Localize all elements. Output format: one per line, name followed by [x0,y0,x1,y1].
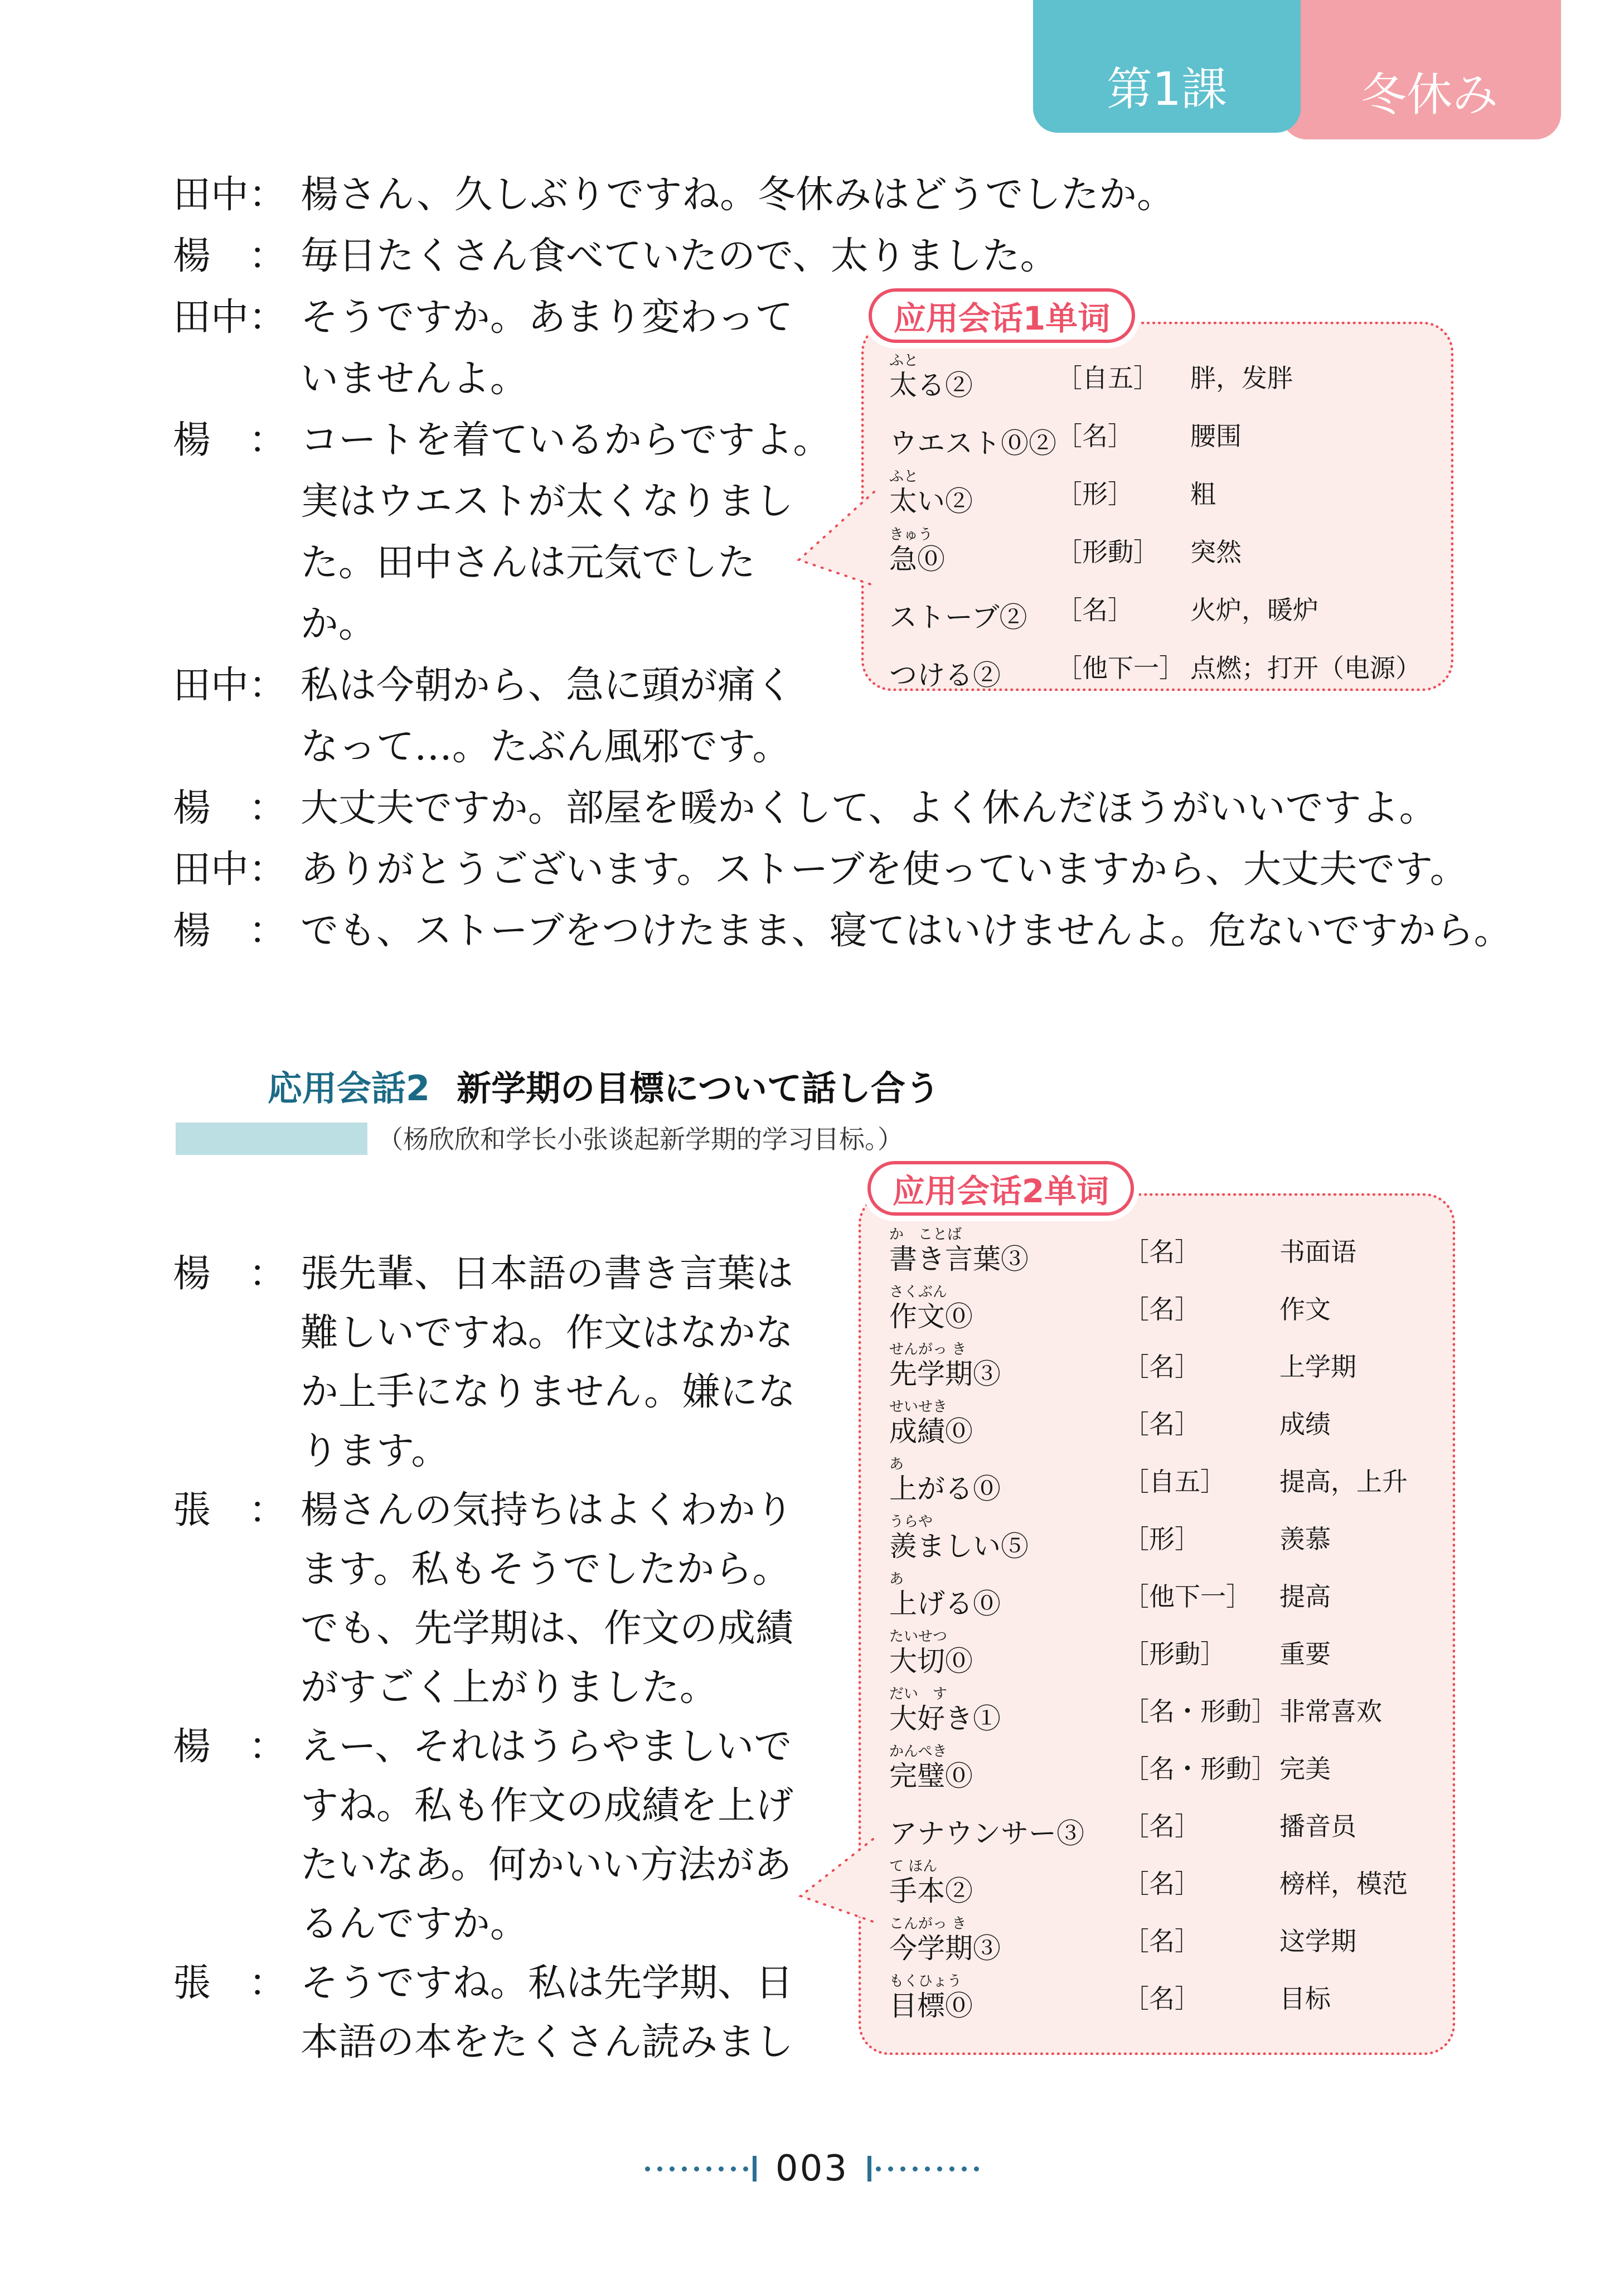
speaker-label: 楊 ： [173,786,287,830]
vocab-row [889,463,1439,521]
vocab-word-text: 目標⓪ [889,1989,973,2022]
dialogue-line [173,839,1512,901]
vocab-box-2-label-text: 应用会话2单词 [892,1172,1109,1210]
vocab-row [889,579,1439,637]
vocab-box-1-label-text: 应用会话1单词 [893,299,1111,337]
vocab-pos: ［自五］ [1123,1466,1226,1497]
furigana: せんがっ き [889,1341,967,1358]
speech-tail-1 [794,485,875,591]
dialogue-line [173,226,1512,287]
vocab-word-text: 成績⓪ [889,1415,973,1448]
vocab-word [889,1399,1123,1447]
dialogue-text: いませんよ。 [300,357,529,401]
dialogue-text: えー、それはうらやましいで [300,1725,792,1769]
vocab-pos: ［名］ [1123,1236,1200,1267]
dialogue-text: でも、ストーブをつけたまま、寝てはいけませんよ。危ないですから。 [300,909,1512,953]
vocab-word-text: ウエスト⓪② [889,427,1056,459]
vocab-box-1-label [869,288,1135,343]
vocab-meaning: 完美 [1279,1753,1331,1784]
vocab-word [889,1973,1123,2021]
dialogue-line [173,1836,796,1895]
furigana: きゅう [889,526,933,543]
furigana: かんぺき [889,1743,947,1760]
vocab-word [889,1513,1123,1561]
dialogue-text: なって…。たぶん風邪です。 [300,725,791,769]
vocab-row [889,1394,1441,1451]
vocab-word [889,468,1056,516]
vocab-word [889,1571,1123,1619]
dialogue-text: 私は今朝から、急に頭が痛く [300,664,794,708]
dialogue-line [173,2013,796,2072]
speaker-label: 楊 ： [173,1252,287,1296]
furigana: あ [889,1570,904,1588]
vocab-pos: ［名］ [1123,1294,1200,1324]
dialogue-line [173,1777,796,1836]
vocab-pos: ［名］ [1123,1983,1200,2014]
vocab-meaning: 这学期 [1279,1926,1356,1956]
vocab-row [889,1221,1441,1279]
furigana: うらや [889,1513,933,1530]
speaker-label: 田中： [173,173,287,217]
dialogue-text: た。田中さんは元気でした [300,541,756,585]
dialogue-text: 楊さん、久しぶりですね。冬休みはどうでしたか。 [300,173,1175,217]
vocab-word-text: ストーブ② [889,601,1027,633]
vocab-row [889,1566,1441,1623]
furigana: こんがっ き [889,1915,967,1932]
vocab-word-text: 上げる⓪ [889,1587,1001,1620]
page-footer [0,2148,1624,2189]
dialogue-line [173,1304,796,1363]
vocab-word-text: 急⓪ [889,543,945,575]
section-title: 新学期の目標について話し合う [457,1068,940,1109]
vocab-row [889,1910,1441,1968]
vocab-pos: ［名・形動］ [1123,1696,1277,1726]
section-heading [268,1066,940,1111]
vocab-word-text: アナウンサー③ [889,1817,1084,1850]
furigana: ふと [889,468,919,485]
vocab-meaning: 提高 [1279,1581,1331,1612]
dialogue-line [173,1363,796,1422]
furigana: ふと [889,352,919,369]
dialogue-text: がすごく上がりました。 [300,1666,718,1710]
dialogue-line [173,717,1512,778]
speaker-label: 田中： [173,664,287,708]
furigana: て ほん [889,1858,938,1875]
furigana [889,1801,1123,1818]
dialogue-line [173,1481,796,1540]
furigana: さくぶん [889,1283,948,1300]
vocab-meaning: 非常喜欢 [1279,1696,1382,1726]
vocab-row [889,1681,1441,1738]
vocab-pos: ［名・形動］ [1123,1753,1277,1784]
lesson-title-tab [1281,0,1561,139]
dialogue-text: 張先輩、日本語の書き言葉は [300,1252,794,1296]
vocab-meaning: 提高，上升 [1279,1466,1408,1497]
vocab-pos: ［形動］ [1123,1638,1226,1669]
vocab-meaning: 粗 [1190,479,1216,509]
furigana: あ [889,1455,904,1473]
vocab-pos: ［形］ [1123,1523,1200,1554]
speech-tail-2 [796,1834,874,1931]
speaker-label: 田中： [173,848,287,892]
vocab-pos: ［名］ [1056,595,1133,625]
vocab-meaning: 腰围 [1190,421,1242,451]
dialogue-text: 楊さんの気持ちはよくわかり [300,1488,794,1532]
furigana: せいせき [889,1398,948,1415]
vocab-pos: ［他下一］ [1123,1581,1252,1612]
speaker-label: 張 ： [173,1488,287,1532]
lesson-title-label: 冬休み [1360,69,1498,122]
speaker-label: 楊 ： [173,909,287,953]
footer-bar-left [753,2156,757,2182]
dialogue-2 [173,1245,796,2072]
vocab-word-text: 手本② [889,1874,973,1907]
footer-bar-right [867,2156,871,2182]
vocab-word-text: つける② [889,659,1001,691]
vocab-word [889,1456,1123,1504]
dialogue-text: 大丈夫ですか。部屋を暖かくして、よく休んだほうがいいですよ。 [300,786,1437,830]
lesson-number-tab [1033,0,1301,133]
vocab-pos: ［名］ [1056,421,1133,451]
vocab-row [889,347,1439,405]
vocab-word [889,410,1056,458]
vocab-meaning: 胖，发胖 [1190,363,1293,393]
vocab-word [889,1858,1123,1906]
vocab-word [889,1801,1123,1849]
vocab-word [889,526,1056,574]
vocab-word [889,1341,1123,1389]
vocab-row [889,637,1439,695]
speaker-label: 楊 ： [173,418,287,462]
furigana [889,642,1056,660]
vocab-word-text: 完璧⓪ [889,1759,973,1792]
page-number: 003 [775,2148,849,2189]
vocab-word-text: 太い② [889,485,973,517]
vocab-row [889,405,1439,463]
dialogue-line [173,901,1512,962]
dialogue-text: そうですか。あまり変わって [300,296,793,340]
vocab-meaning: 成绩 [1279,1409,1331,1439]
vocab-pos: ［名］ [1123,1409,1200,1439]
dialogue-text: 実はウエストが太くなりまし [300,480,794,524]
vocab-meaning: 播音员 [1279,1811,1356,1841]
vocab-row [889,1508,1441,1566]
vocab-word-text: 大好き① [889,1702,1001,1735]
vocab-word [889,1284,1123,1332]
scene-note: （杨欣欣和学长小张谈起新学期的学习目标。） [377,1124,903,1154]
dialogue-text: 毎日たくさん食べていたので、太りました。 [300,234,1058,278]
vocab-word [889,1686,1123,1734]
dialogue-text: 本語の本をたくさん読みまし [300,2020,794,2064]
vocab-meaning: 羡慕 [1279,1523,1331,1554]
vocab-meaning: 书面语 [1279,1236,1356,1267]
furigana: だい す [889,1685,948,1702]
dialogue-text: か。 [300,602,377,646]
vocab-box-1 [861,322,1453,691]
dialogue-line [173,1718,796,1777]
dialogue-text: コートを着ているからですよ。 [300,418,831,462]
speaker-label: 張 ： [173,1961,287,2005]
vocab-pos: ［名］ [1123,1868,1200,1899]
vocab-row [889,1968,1441,2025]
vocab-word [889,1226,1123,1274]
vocab-word-text: 大切⓪ [889,1644,973,1677]
dialogue-line [173,1599,796,1658]
dialogue-text: ります。 [300,1429,449,1473]
furigana [889,410,1056,428]
vocab-meaning: 点燃；打开（电源） [1190,653,1421,683]
vocab-pos: ［形］ [1056,479,1133,509]
vocab-word-text: 太る② [889,369,973,402]
vocab-meaning: 重要 [1279,1638,1331,1669]
dialogue-line [173,778,1512,839]
vocab-pos: ［形動］ [1056,537,1159,567]
dialogue-text: すね。私も作文の成績を上げ [300,1784,794,1828]
furigana [889,584,1056,602]
dialogue-line [173,1895,796,1954]
vocab-meaning: 火炉，暖炉 [1190,595,1318,625]
vocab-word-text: 羨ましい⑤ [889,1530,1029,1563]
vocab-meaning: 作文 [1279,1294,1331,1324]
vocab-word [889,1628,1123,1676]
furigana: たいせつ [889,1628,948,1645]
vocab-rows [861,1196,1452,2025]
vocab-word-text: 作文⓪ [889,1300,973,1333]
vocab-box-2 [859,1193,1455,2055]
vocab-row [889,1623,1441,1681]
vocab-word [889,642,1056,690]
section-tag: 応用会話2 [268,1068,430,1109]
dialogue-line [173,1954,796,2013]
scene-highlight-rect [176,1123,367,1155]
vocab-word-text: 先学期③ [889,1357,1001,1390]
dialogue-line [173,1658,796,1718]
vocab-pos: ［名］ [1123,1926,1200,1956]
vocab-word [889,1916,1123,1963]
dialogue-text: たいなあ。何かいい方法があ [300,1843,792,1887]
vocab-row [889,1279,1441,1336]
furigana: か ことば [889,1226,962,1243]
vocab-pos: ［自五］ [1056,363,1159,393]
dialogue-text: でも、先学期は、作文の成績 [300,1607,794,1651]
vocab-row [889,1451,1441,1508]
vocab-word-text: 上がる⓪ [889,1472,1001,1505]
footer-dots-left [645,2166,748,2171]
dialogue-text: そうですね。私は先学期、日 [300,1961,794,2005]
dialogue-text: ありがとうございます。ストーブを使っていますから、大丈夫です。 [300,848,1468,892]
vocab-row [889,1738,1441,1796]
dialogue-line [173,1540,796,1599]
lesson-number-label: 第1課 [1106,63,1228,116]
dialogue-line [173,1422,796,1481]
dialogue-text: るんですか。 [300,1902,529,1946]
vocab-row [889,521,1439,579]
vocab-meaning: 榜样，模范 [1279,1868,1408,1899]
vocab-box-2-label [867,1161,1134,1216]
vocab-meaning: 突然 [1190,537,1242,567]
vocab-word [889,584,1056,632]
vocab-meaning: 上学期 [1279,1351,1356,1382]
dialogue-line [173,1245,796,1304]
vocab-pos: ［名］ [1123,1351,1200,1382]
vocab-word-text: 書き言葉③ [889,1242,1029,1275]
footer-dots-right [876,2166,979,2171]
vocab-row [889,1796,1441,1853]
vocab-word-text: 今学期③ [889,1932,1001,1965]
dialogue-text: ます。私もそうでしたから。 [300,1547,791,1592]
dialogue-text: か上手になりません。嫌にな [300,1370,796,1414]
dialogue-text: 難しいですね。作文はなかな [300,1311,794,1355]
vocab-pos: ［他下一］ [1056,653,1185,683]
dialogue-line [173,165,1512,226]
vocab-row [889,1853,1441,1910]
vocab-pos: ［名］ [1123,1811,1200,1841]
speaker-label: 楊 ： [173,1725,287,1769]
vocab-row [889,1336,1441,1394]
vocab-meaning: 目标 [1279,1983,1331,2014]
furigana: もくひょう [889,1972,962,1990]
vocab-rows [864,325,1451,695]
vocab-word [889,352,1056,400]
speaker-label: 楊 ： [173,234,287,278]
speaker-label: 田中： [173,296,287,340]
vocab-word [889,1743,1123,1791]
